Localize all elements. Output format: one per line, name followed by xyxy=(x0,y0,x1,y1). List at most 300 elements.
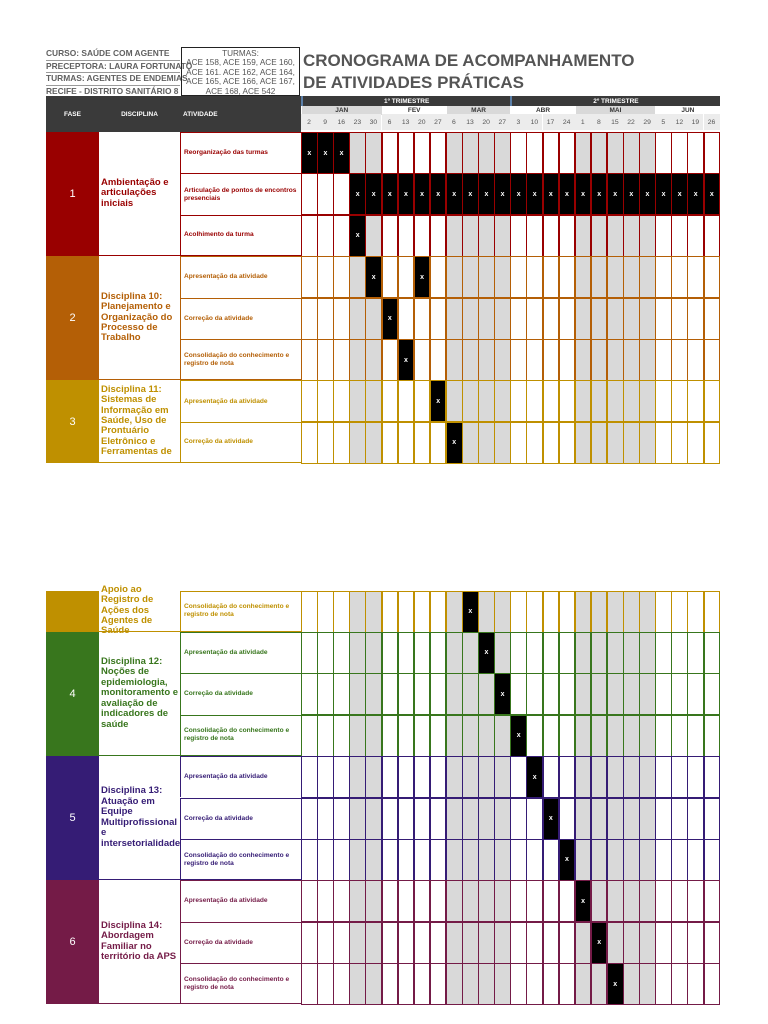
schedule-mark: x xyxy=(623,173,640,215)
day-header: 23 xyxy=(349,114,365,130)
schedule-cell xyxy=(526,963,543,1005)
schedule-cell xyxy=(317,756,334,798)
schedule-cell xyxy=(446,632,463,674)
schedule-mark: x xyxy=(607,963,624,1005)
schedule-mark: x xyxy=(607,173,624,215)
schedule-cell xyxy=(382,422,399,464)
schedule-cell xyxy=(607,673,624,715)
activity-cell: Consolidação do conhecimento e registro de nota xyxy=(180,963,301,1004)
schedule-cell xyxy=(575,591,592,633)
schedule-cell xyxy=(462,339,479,381)
schedule-cell xyxy=(575,256,592,298)
schedule-cell xyxy=(639,422,656,464)
schedule-cell xyxy=(639,380,656,422)
schedule-cell xyxy=(430,298,447,340)
schedule-cell xyxy=(494,132,511,174)
month-header: ABR xyxy=(510,106,574,115)
schedule-cell xyxy=(462,756,479,798)
schedule-cell xyxy=(365,632,382,674)
schedule-cell xyxy=(382,922,399,964)
schedule-cell xyxy=(510,215,527,257)
schedule-cell xyxy=(382,673,399,715)
schedule-cell xyxy=(382,380,399,422)
schedule-cell xyxy=(559,298,576,340)
schedule-cell xyxy=(607,339,624,381)
schedule-cell xyxy=(591,256,608,298)
schedule-cell xyxy=(333,673,350,715)
schedule-cell xyxy=(365,132,382,174)
trimester-header: 2º TRIMESTRE xyxy=(510,96,719,106)
schedule-cell xyxy=(559,422,576,464)
schedule-cell xyxy=(687,963,704,1005)
turmas-box xyxy=(181,47,300,96)
schedule-cell xyxy=(430,880,447,922)
schedule-cell xyxy=(333,715,350,757)
schedule-cell xyxy=(575,673,592,715)
schedule-cell xyxy=(704,632,721,674)
schedule-cell xyxy=(607,256,624,298)
schedule-cell xyxy=(446,380,463,422)
schedule-cell xyxy=(655,922,672,964)
schedule-cell xyxy=(559,922,576,964)
schedule-cell xyxy=(317,880,334,922)
schedule-cell xyxy=(575,339,592,381)
schedule-cell xyxy=(639,880,656,922)
schedule-cell xyxy=(543,880,560,922)
activity-cell: Consolidação do conhecimento e registro de nota xyxy=(180,339,301,380)
schedule-cell xyxy=(478,839,495,881)
course-info xyxy=(46,48,193,98)
schedule-cell xyxy=(510,756,527,798)
page-title xyxy=(303,50,733,94)
schedule-cell xyxy=(623,339,640,381)
schedule-cell xyxy=(494,632,511,674)
schedule-cell xyxy=(462,298,479,340)
schedule-cell xyxy=(317,591,334,633)
schedule-cell xyxy=(382,591,399,633)
schedule-cell xyxy=(575,380,592,422)
schedule-mark: x xyxy=(365,173,382,215)
schedule-cell xyxy=(398,963,415,1005)
schedule-cell xyxy=(510,256,527,298)
schedule-cell xyxy=(494,880,511,922)
schedule-cell xyxy=(478,673,495,715)
schedule-cell xyxy=(462,715,479,757)
activity-cell: Correção da atividade xyxy=(180,673,301,714)
schedule-cell xyxy=(639,839,656,881)
disciplina-label: Disciplina 12: Noções de epidemiologia, monitoramento e avaliação de indicadores de saúde xyxy=(101,656,179,730)
schedule-cell xyxy=(655,132,672,174)
day-header: 19 xyxy=(687,114,703,130)
schedule-cell xyxy=(671,339,688,381)
schedule-cell xyxy=(494,256,511,298)
schedule-cell xyxy=(559,963,576,1005)
schedule-mark: x xyxy=(704,173,721,215)
schedule-mark: x xyxy=(510,173,527,215)
schedule-cell xyxy=(559,715,576,757)
schedule-cell xyxy=(623,215,640,257)
schedule-cell xyxy=(575,422,592,464)
schedule-cell xyxy=(543,591,560,633)
schedule-mark: x xyxy=(591,173,608,215)
fase-cell: 6 xyxy=(46,880,99,1004)
schedule-cell xyxy=(478,339,495,381)
schedule-cell xyxy=(430,132,447,174)
schedule-cell xyxy=(639,673,656,715)
schedule-cell xyxy=(591,339,608,381)
schedule-cell xyxy=(446,591,463,633)
schedule-cell xyxy=(655,339,672,381)
schedule-cell xyxy=(430,715,447,757)
schedule-cell xyxy=(671,798,688,840)
schedule-cell xyxy=(671,298,688,340)
schedule-cell xyxy=(462,380,479,422)
schedule-cell xyxy=(639,756,656,798)
schedule-cell xyxy=(623,591,640,633)
disciplina-label: Disciplina 10: Planejamento e Organização do Processo de Trabalho xyxy=(101,290,173,344)
schedule-cell xyxy=(623,422,640,464)
schedule-cell xyxy=(526,591,543,633)
turmas-line: ACE 161. ACE 162, ACE 164, xyxy=(186,67,295,77)
month-header: MAR xyxy=(446,106,510,115)
schedule-cell xyxy=(333,963,350,1005)
schedule-cell xyxy=(543,215,560,257)
schedule-cell xyxy=(414,132,431,174)
schedule-cell xyxy=(317,715,334,757)
activity-cell: Correção da atividade xyxy=(180,798,301,839)
schedule-cell xyxy=(301,339,318,381)
schedule-cell xyxy=(655,963,672,1005)
day-header: 13 xyxy=(398,114,414,130)
schedule-mark: x xyxy=(414,256,431,298)
schedule-cell xyxy=(704,422,721,464)
day-header: 16 xyxy=(333,114,349,130)
activity-cell: Apresentação da atividade xyxy=(180,380,301,421)
schedule-cell xyxy=(591,380,608,422)
schedule-cell xyxy=(607,839,624,881)
day-header: 6 xyxy=(446,114,462,130)
schedule-cell xyxy=(414,298,431,340)
schedule-cell xyxy=(607,380,624,422)
schedule-cell xyxy=(478,880,495,922)
schedule-cell xyxy=(317,839,334,881)
schedule-cell xyxy=(494,339,511,381)
schedule-mark: x xyxy=(526,756,543,798)
schedule-mark: x xyxy=(591,922,608,964)
schedule-cell xyxy=(317,215,334,257)
schedule-cell xyxy=(687,380,704,422)
schedule-cell xyxy=(704,215,721,257)
schedule-cell xyxy=(317,922,334,964)
schedule-cell xyxy=(494,215,511,257)
schedule-cell xyxy=(349,922,366,964)
schedule-cell xyxy=(655,756,672,798)
day-header: 22 xyxy=(623,114,639,130)
schedule-cell xyxy=(317,380,334,422)
schedule-cell xyxy=(365,380,382,422)
schedule-cell xyxy=(478,922,495,964)
schedule-cell xyxy=(365,673,382,715)
schedule-cell xyxy=(494,756,511,798)
schedule-cell xyxy=(526,132,543,174)
schedule-cell xyxy=(607,298,624,340)
schedule-mark: x xyxy=(446,173,463,215)
schedule-mark: x xyxy=(478,173,495,215)
schedule-cell xyxy=(526,339,543,381)
schedule-cell xyxy=(575,963,592,1005)
schedule-cell xyxy=(543,422,560,464)
atividade-header: ATIVIDADE xyxy=(180,96,301,132)
schedule-cell xyxy=(414,880,431,922)
schedule-cell xyxy=(704,256,721,298)
schedule-cell xyxy=(430,756,447,798)
turmas-line: ACE 168, ACE 542 xyxy=(205,86,276,96)
schedule-mark: x xyxy=(430,380,447,422)
schedule-cell xyxy=(301,839,318,881)
schedule-cell xyxy=(607,215,624,257)
schedule-mark: x xyxy=(317,132,334,174)
schedule-cell xyxy=(349,339,366,381)
schedule-cell xyxy=(559,798,576,840)
schedule-cell xyxy=(478,963,495,1005)
schedule-cell xyxy=(446,132,463,174)
schedule-cell xyxy=(414,673,431,715)
schedule-cell xyxy=(414,963,431,1005)
schedule-cell xyxy=(687,715,704,757)
schedule-cell xyxy=(349,422,366,464)
schedule-cell xyxy=(591,673,608,715)
schedule-cell xyxy=(526,298,543,340)
disciplina-cell xyxy=(99,132,180,256)
schedule-cell xyxy=(543,298,560,340)
schedule-cell xyxy=(333,339,350,381)
schedule-cell xyxy=(446,756,463,798)
schedule-cell xyxy=(349,756,366,798)
schedule-cell xyxy=(494,963,511,1005)
schedule-cell xyxy=(365,422,382,464)
schedule-cell xyxy=(382,215,399,257)
schedule-cell xyxy=(462,673,479,715)
day-header: 5 xyxy=(655,114,671,130)
schedule-cell xyxy=(655,839,672,881)
schedule-mark: x xyxy=(543,798,560,840)
activity-cell: Apresentação da atividade xyxy=(180,256,301,297)
fase-cell: 3 xyxy=(46,380,99,463)
day-header: 20 xyxy=(478,114,494,130)
schedule-cell xyxy=(639,132,656,174)
schedule-cell xyxy=(414,632,431,674)
schedule-cell xyxy=(446,880,463,922)
schedule-cell xyxy=(301,632,318,674)
day-header: 8 xyxy=(591,114,607,130)
activity-cell: Apresentação da atividade xyxy=(180,880,301,921)
schedule-mark: x xyxy=(559,173,576,215)
disciplina-label: Ambientação e articulações iniciais xyxy=(101,176,169,209)
schedule-cell xyxy=(526,256,543,298)
schedule-cell xyxy=(398,632,415,674)
schedule-cell xyxy=(430,632,447,674)
disciplina-cell xyxy=(99,756,180,880)
schedule-cell xyxy=(591,215,608,257)
schedule-cell xyxy=(655,591,672,633)
schedule-cell xyxy=(462,880,479,922)
schedule-cell xyxy=(639,963,656,1005)
fase-cell xyxy=(46,591,99,632)
schedule-cell xyxy=(607,422,624,464)
schedule-mark: x xyxy=(398,339,415,381)
schedule-cell xyxy=(591,798,608,840)
schedule-cell xyxy=(478,591,495,633)
schedule-cell xyxy=(430,339,447,381)
schedule-cell xyxy=(494,715,511,757)
schedule-cell xyxy=(430,591,447,633)
schedule-cell xyxy=(655,673,672,715)
schedule-cell xyxy=(607,922,624,964)
schedule-cell xyxy=(494,298,511,340)
schedule-cell xyxy=(349,715,366,757)
schedule-cell xyxy=(301,673,318,715)
schedule-cell xyxy=(398,380,415,422)
schedule-cell xyxy=(704,132,721,174)
schedule-cell xyxy=(687,256,704,298)
schedule-cell xyxy=(478,298,495,340)
schedule-cell xyxy=(382,132,399,174)
schedule-cell xyxy=(414,756,431,798)
schedule-cell xyxy=(623,715,640,757)
schedule-cell xyxy=(349,132,366,174)
schedule-mark: x xyxy=(398,173,415,215)
schedule-cell xyxy=(687,632,704,674)
schedule-cell xyxy=(623,298,640,340)
schedule-cell xyxy=(687,339,704,381)
schedule-cell xyxy=(478,215,495,257)
schedule-cell xyxy=(333,591,350,633)
schedule-cell xyxy=(543,963,560,1005)
schedule-cell xyxy=(687,922,704,964)
schedule-mark: x xyxy=(382,173,399,215)
schedule-cell xyxy=(349,298,366,340)
course-line: CURSO: SAÚDE COM AGENTE xyxy=(46,48,180,61)
month-header: JAN xyxy=(301,106,382,115)
schedule-cell xyxy=(591,756,608,798)
schedule-cell xyxy=(671,422,688,464)
day-header: 30 xyxy=(365,114,381,130)
activity-cell: Consolidação do conhecimento e registro de nota xyxy=(180,839,301,880)
schedule-cell xyxy=(607,591,624,633)
schedule-cell xyxy=(510,673,527,715)
schedule-cell xyxy=(607,798,624,840)
activity-cell: Correção da atividade xyxy=(180,298,301,339)
schedule-cell xyxy=(462,839,479,881)
schedule-cell xyxy=(704,298,721,340)
schedule-cell xyxy=(317,339,334,381)
schedule-cell xyxy=(398,798,415,840)
activity-cell: Correção da atividade xyxy=(180,422,301,463)
disciplina-label: Apoio ao Registro de Ações dos Agentes de Saúde xyxy=(101,583,154,637)
schedule-cell xyxy=(687,215,704,257)
day-header: 26 xyxy=(704,114,720,130)
schedule-cell xyxy=(462,632,479,674)
schedule-cell xyxy=(333,880,350,922)
schedule-cell xyxy=(317,298,334,340)
disciplina-cell xyxy=(99,256,180,380)
schedule-cell xyxy=(510,132,527,174)
schedule-cell xyxy=(671,632,688,674)
schedule-cell xyxy=(655,880,672,922)
turmas-label: TURMAS: xyxy=(222,49,259,58)
schedule-cell xyxy=(704,673,721,715)
schedule-cell xyxy=(575,215,592,257)
schedule-cell xyxy=(639,339,656,381)
schedule-cell xyxy=(526,632,543,674)
schedule-cell xyxy=(704,963,721,1005)
day-header: 27 xyxy=(430,114,446,130)
schedule-mark: x xyxy=(510,715,527,757)
schedule-cell xyxy=(623,632,640,674)
schedule-cell xyxy=(526,422,543,464)
schedule-cell xyxy=(317,798,334,840)
day-header: 17 xyxy=(543,114,559,130)
schedule-mark: x xyxy=(430,173,447,215)
schedule-cell xyxy=(704,756,721,798)
schedule-cell xyxy=(494,798,511,840)
day-header: 6 xyxy=(382,114,398,130)
schedule-cell xyxy=(414,715,431,757)
schedule-cell xyxy=(559,756,576,798)
schedule-cell xyxy=(671,215,688,257)
schedule-cell xyxy=(365,591,382,633)
schedule-cell xyxy=(655,422,672,464)
schedule-cell xyxy=(591,422,608,464)
schedule-cell xyxy=(607,756,624,798)
schedule-cell xyxy=(446,339,463,381)
schedule-cell xyxy=(704,591,721,633)
schedule-cell xyxy=(623,256,640,298)
schedule-cell xyxy=(510,591,527,633)
schedule-cell xyxy=(317,256,334,298)
schedule-cell xyxy=(301,756,318,798)
schedule-cell xyxy=(349,839,366,881)
schedule-cell xyxy=(623,922,640,964)
schedule-mark: x xyxy=(526,173,543,215)
schedule-cell xyxy=(543,922,560,964)
schedule-cell xyxy=(398,215,415,257)
schedule-cell xyxy=(639,798,656,840)
schedule-cell xyxy=(301,798,318,840)
schedule-cell xyxy=(655,215,672,257)
schedule-cell xyxy=(639,215,656,257)
schedule-cell xyxy=(462,215,479,257)
schedule-mark: x xyxy=(687,173,704,215)
schedule-cell xyxy=(639,298,656,340)
schedule-cell xyxy=(382,880,399,922)
schedule-cell xyxy=(301,422,318,464)
schedule-cell xyxy=(526,922,543,964)
schedule-cell xyxy=(398,839,415,881)
schedule-cell xyxy=(559,632,576,674)
schedule-cell xyxy=(365,756,382,798)
schedule-cell xyxy=(687,839,704,881)
schedule-cell xyxy=(687,798,704,840)
schedule-cell xyxy=(478,422,495,464)
schedule-cell xyxy=(414,380,431,422)
schedule-cell xyxy=(382,715,399,757)
schedule-cell xyxy=(414,215,431,257)
schedule-cell xyxy=(510,880,527,922)
schedule-cell xyxy=(671,963,688,1005)
schedule-mark: x xyxy=(639,173,656,215)
schedule-cell xyxy=(526,215,543,257)
